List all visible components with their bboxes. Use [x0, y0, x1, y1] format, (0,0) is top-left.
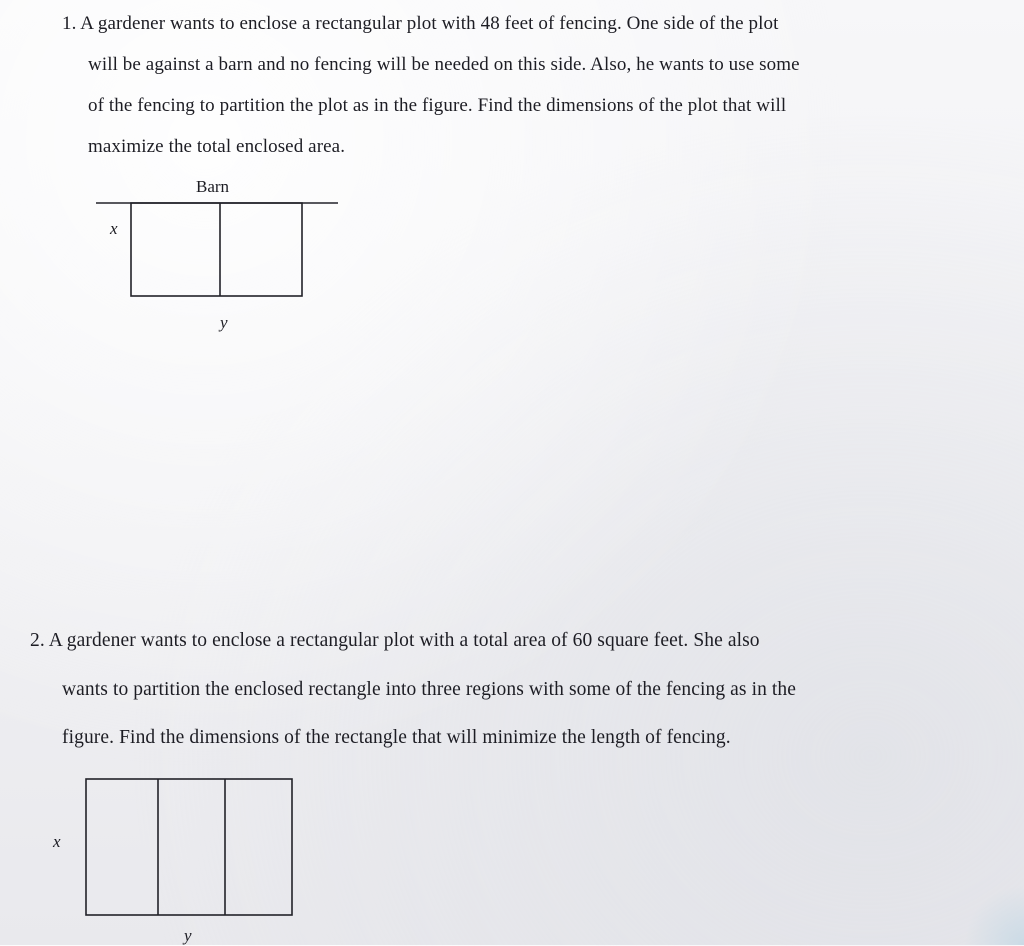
problem-2-figure [40, 772, 310, 945]
photo-glare [964, 885, 1024, 945]
problem-1-line-2: will be against a barn and no fencing will be needed on this side. Also, he wants to use some [88, 54, 800, 75]
problem-2-line-2: wants to partition the enclosed rectangle into three regions with some of the fencing as in the [62, 679, 797, 700]
x-label: x [110, 219, 118, 238]
problem-1-line-4: maximize the total enclosed area. [88, 136, 346, 157]
enclosure-rectangle [86, 779, 292, 915]
problem-2-line-3: figure. Find the dimensions of the rectangle that will minimize the length of fencing. [62, 727, 731, 748]
problem-2-diagram [40, 772, 310, 922]
plot-rectangle [131, 203, 302, 296]
problem-1-line-3: of the fencing to partition the plot as in the figure. Find the dimensions of the plot that will [88, 95, 787, 116]
problem-1-figure [90, 175, 350, 345]
problem-2-line-1: 2. A gardener wants to enclose a rectangular plot with a total area of 60 square feet. She also [30, 630, 760, 651]
x-label: x [53, 832, 61, 851]
barn-label: Barn [196, 177, 230, 196]
y-label: y [184, 926, 192, 945]
problem-1-line-1: 1. A gardener wants to enclose a rectangular plot with 48 feet of fencing. One side of the plot [62, 13, 779, 34]
y-label: y [220, 313, 228, 332]
